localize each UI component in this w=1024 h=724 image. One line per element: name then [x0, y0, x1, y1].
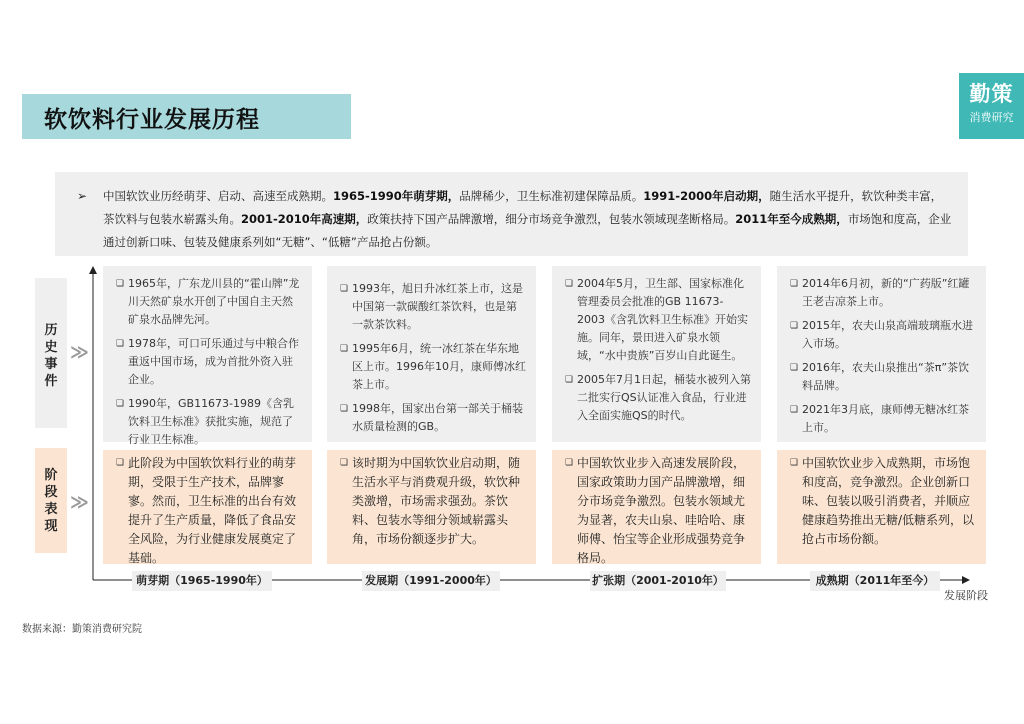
phase-label-4: 成熟期（2011年至今） — [810, 571, 940, 591]
phase-label-1: 萌芽期（1965-1990年） — [132, 571, 272, 591]
checkbox-icon: ❏ — [340, 344, 349, 354]
x-axis-arrow-icon — [962, 576, 970, 584]
side-char: 段 — [44, 485, 58, 500]
summary-part-bold: 1991-2000年启动期， — [643, 189, 770, 203]
history-item: ❏ 2021年3月底，康师傅无糖冰红茶上市。 — [790, 401, 976, 437]
history-item: ❏ 1995年6月，统一冰红茶在华东地区上市。1996年10月，康师傅冰红茶上市。 — [340, 340, 526, 394]
phase-label-3: 扩张期（2001-2010年） — [590, 571, 726, 591]
chevron-right-icon: ≫ — [70, 492, 89, 513]
checkbox-icon: ❏ — [790, 321, 799, 331]
side-char: 件 — [44, 374, 58, 389]
history-card-1 — [103, 266, 312, 446]
checkbox-icon: ❏ — [790, 279, 799, 289]
history-item: ❏ 2015年，农夫山泉高端玻璃瓶水进入市场。 — [790, 317, 976, 353]
history-item: ❏ 2004年5月，卫生部、国家标准化管理委员会批准的GB 11673-2003《含乳饮料卫生标准》开始实施。同年，景田进入矿泉水领域，“水中贵族”百岁山自此诞生。 — [565, 275, 751, 365]
checkbox-icon: ❏ — [565, 279, 574, 289]
history-item: ❏ 2016年，农夫山泉推出“茶π”茶饮料品牌。 — [790, 359, 976, 395]
checkbox-icon: ❏ — [116, 458, 125, 468]
checkbox-icon: ❏ — [340, 284, 349, 294]
logo-main-text: 勤策 — [969, 82, 1014, 106]
side-char: 事 — [44, 357, 58, 372]
history-item: ❏ 1965年，广东龙川县的“霍山牌”龙川天然矿泉水开创了中国自主天然矿泉水品牌先河。 — [116, 275, 302, 329]
checkbox-icon: ❏ — [790, 458, 799, 468]
history-item: ❏ 1998年，国家出台第一部关于桶装水质量检测的GB。 — [340, 400, 526, 436]
y-axis-arrow-icon — [89, 266, 97, 274]
history-item: ❏ 1990年，GB11673-1989《含乳饮料卫生标准》获批实施，规范了行业卫生标准。 — [116, 395, 302, 449]
stage-card-2 — [327, 450, 536, 564]
stage-card-1 — [103, 450, 312, 564]
history-card-3 — [552, 266, 761, 442]
summary-part: 市场饱和度高，企业通过创新口味、包装及健康系列如“无糖”、“低糖”产品抢占份额。 — [103, 212, 952, 249]
page-title: 软饮料行业发展历程 — [44, 107, 260, 133]
x-axis-label: 发展阶段 — [944, 589, 988, 602]
stage-item: ❏ 中国软饮业步入成熟期，市场饱和度高，竞争激烈。企业创新口味、包装以吸引消费者，并顺应健康趋势推出无糖/低糖系列，以抢占市场份额。 — [790, 454, 978, 549]
summary-part-bold: 1965-1990年萌芽期， — [333, 189, 460, 203]
logo-sub-text: 消费研究 — [969, 111, 1014, 124]
summary-part: 随生活水平提升，软饮种类丰富，茶饮料与包装水崭露头角。 — [103, 189, 943, 226]
side-char: 史 — [44, 340, 58, 355]
summary-part: 政策扶持下国产品牌激增，细分市场竞争激烈，包装水领域现垄断格局。 — [367, 212, 736, 226]
checkbox-icon: ❏ — [340, 404, 349, 414]
summary-part: 中国软饮业历经萌芽、启动、高速至成熟期。 — [103, 189, 333, 203]
side-char: 历 — [44, 323, 58, 338]
stage-item: ❏ 中国软饮业步入高速发展阶段，国家政策助力国产品牌激增，细分市场竞争激烈。包装水领域尤为显著，农夫山泉、哇哈哈、康师傅、怡宝等企业形成强势竞争格局。 — [565, 454, 753, 568]
bullet-arrow-icon: ➢ — [77, 189, 88, 203]
phase-label-2: 发展期（1991-2000年） — [362, 571, 500, 591]
side-char: 现 — [44, 519, 58, 534]
stage-card-3 — [552, 450, 761, 564]
chevron-right-icon: ≫ — [70, 342, 89, 363]
checkbox-icon: ❏ — [565, 375, 574, 385]
summary-part-bold: 2011年至今成熟期， — [735, 212, 848, 226]
history-item: ❏ 1978年，可口可乐通过与中粮合作重返中国市场，成为首批外资入驻企业。 — [116, 335, 302, 389]
history-item: ❏ 2014年6月初，新的“广药版”红罐王老吉凉茶上市。 — [790, 275, 976, 311]
side-char: 阶 — [44, 468, 58, 483]
checkbox-icon: ❏ — [790, 363, 799, 373]
checkbox-icon: ❏ — [116, 399, 125, 409]
history-item: ❏ 1993年，旭日升冰红茶上市，这是中国第一款碳酸红茶饮料，也是第一款茶饮料。 — [340, 280, 526, 334]
history-item: ❏ 2005年7月1日起，桶装水被列入第二批实行QS认证准入食品，行业进入全面实施QS的时代。 — [565, 371, 751, 425]
checkbox-icon: ❏ — [340, 458, 349, 468]
stage-item: ❏ 此阶段为中国软饮料行业的萌芽期，受限于生产技术，品牌寥寥。然而，卫生标准的出台有效提升了生产质量，降低了食品安全风险，为行业健康发展奠定了基础。 — [116, 454, 304, 568]
stage-item: ❏ 该时期为中国软饮业启动期，随生活水平与消费观升级，软饮种类激增，市场需求强劲。茶饮料、包装水等细分领域崭露头角，市场份额逐步扩大。 — [340, 454, 528, 549]
data-source-note: 数据来源：勤策消费研究院 — [22, 624, 142, 635]
checkbox-icon: ❏ — [116, 279, 125, 289]
history-card-4 — [777, 266, 986, 442]
stage-card-4 — [777, 450, 986, 564]
checkbox-icon: ❏ — [790, 405, 799, 415]
checkbox-icon: ❏ — [565, 458, 574, 468]
summary-part-bold: 2001-2010年高速期， — [241, 212, 368, 226]
summary-part: 品牌稀少，卫生标准初建保障品质。 — [459, 189, 644, 203]
side-char: 表 — [44, 502, 58, 517]
checkbox-icon: ❏ — [116, 339, 125, 349]
history-card-2 — [327, 266, 536, 442]
